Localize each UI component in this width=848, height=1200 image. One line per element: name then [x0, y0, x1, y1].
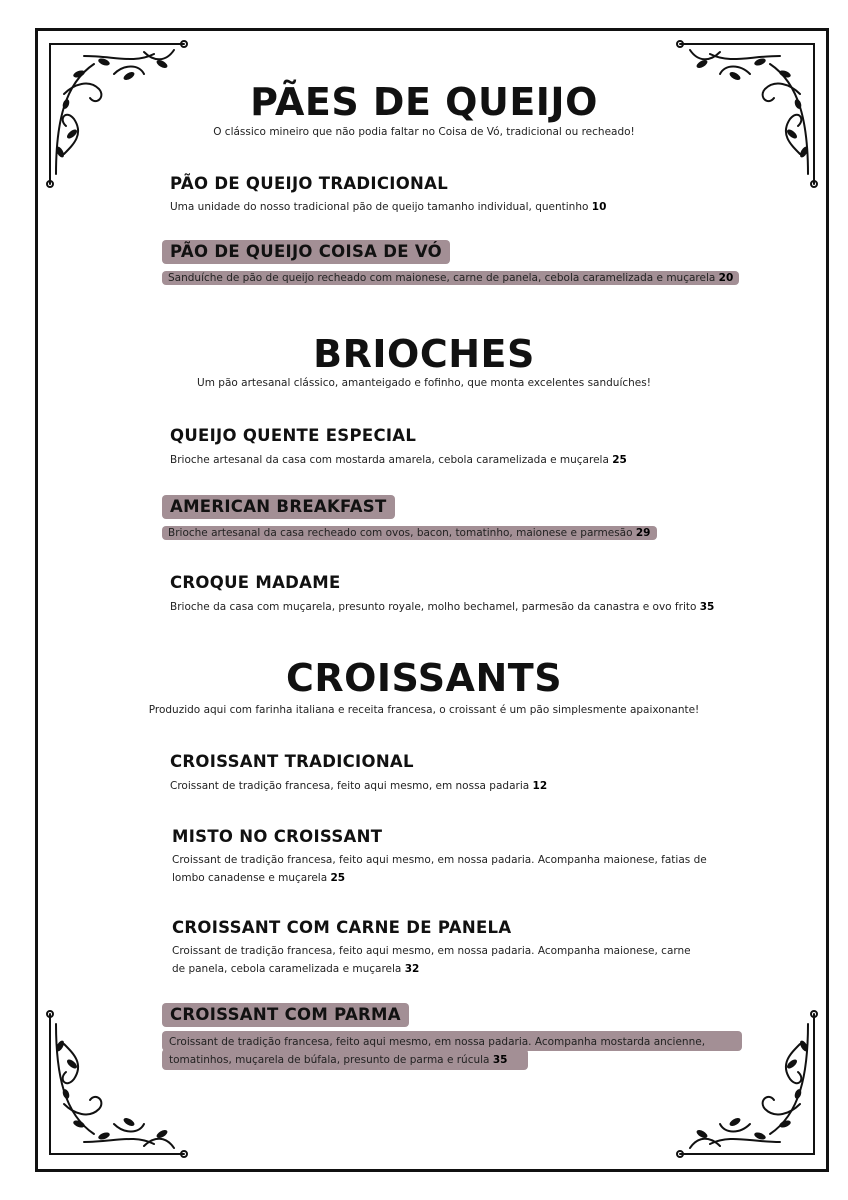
section-title-croissants: CROISSANTS [285, 656, 563, 700]
menu-item-name: MISTO NO CROISSANT [172, 827, 383, 846]
menu-item-description: Croissant de tradição francesa, feito aqui mesmo, em nossa padaria. Acompanha maionese, fatias de lombo canadense e muçarela 25 [172, 854, 707, 884]
menu-item-price: 32 [404, 963, 420, 975]
section-title-brioches: BRIOCHES [313, 332, 535, 376]
menu-item-name: CROISSANT COM CARNE DE PANELA [172, 918, 512, 937]
menu-item-price: 20 [718, 272, 734, 284]
menu-item-price: 25 [330, 872, 346, 884]
menu-item-price: 12 [532, 780, 548, 792]
menu-item-price: 29 [635, 527, 651, 539]
menu-item-description-highlighted: Croissant de tradição francesa, feito aqui mesmo, em nossa padaria. Acompanha mostarda ancienne, tomatinhos, muçarela de búfala, presunto de parma e rúcula 35 [169, 1036, 706, 1066]
menu-item-name: CROISSANT TRADICIONAL [170, 752, 414, 771]
menu-item-name-highlighted: AMERICAN BREAKFAST [162, 497, 395, 516]
menu-item-description-highlighted: Sanduíche de pão de queijo recheado com maionese, carne de panela, cebola caramelizada e muçarela 20 [162, 269, 739, 287]
section-subtitle-brioches: Um pão artesanal clássico, amanteigado e fofinho, que monta excelentes sanduíches! [197, 377, 651, 389]
menu-item-name: PÃO DE QUEIJO TRADICIONAL [170, 174, 449, 193]
floral-corner-ornament-bottom-right [670, 1004, 820, 1164]
menu-item-description: Uma unidade do nosso tradicional pão de queijo tamanho individual, quentinho 10 [170, 201, 607, 213]
menu-item-description: Croissant de tradição francesa, feito aqui mesmo, em nossa padaria 12 [170, 780, 548, 792]
menu-item-name-highlighted: PÃO DE QUEIJO COISA DE VÓ [162, 242, 450, 261]
menu-item-description-highlighted: Brioche artesanal da casa recheado com ovos, bacon, tomatinho, maionese e parmesão 29 [162, 524, 657, 542]
menu-item-price: 25 [612, 454, 627, 466]
floral-corner-ornament-bottom-left [44, 1004, 194, 1164]
menu-item-description: Croissant de tradição francesa, feito aqui mesmo, em nossa padaria. Acompanha maionese, carne de panela, cebola caramelizada e muçarela 32 [172, 945, 691, 975]
menu-item-name: CROQUE MADAME [170, 573, 341, 592]
menu-item-name: QUEIJO QUENTE ESPECIAL [170, 426, 417, 445]
menu-item-description: Brioche da casa com muçarela, presunto royale, molho bechamel, parmesão da canastra e ovo frito 35 [170, 601, 715, 613]
menu-item-price: 35 [492, 1054, 508, 1066]
section-title-paes-de-queijo: PÃES DE QUEIJO [250, 80, 598, 124]
section-subtitle-croissants: Produzido aqui com farinha italiana e receita francesa, o croissant é um pão simplesmente apaixonante! [148, 704, 700, 716]
menu-item-price: 35 [699, 601, 715, 613]
menu-item-price: 10 [591, 201, 607, 213]
section-subtitle-paes-de-queijo: O clássico mineiro que não podia faltar no Coisa de Vó, tradicional ou recheado! [213, 126, 635, 138]
menu-item-name-highlighted: CROISSANT COM PARMA [162, 1005, 409, 1024]
menu-item-description: Brioche artesanal da casa com mostarda amarela, cebola caramelizada e muçarela 25 [170, 454, 627, 466]
